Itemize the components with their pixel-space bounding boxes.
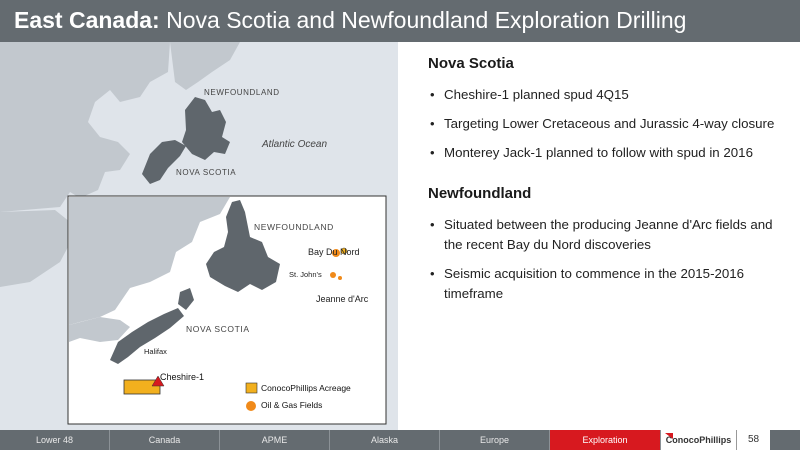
nav-europe[interactable]: Europe: [440, 430, 550, 450]
nova-scotia-bullets: [428, 85, 778, 163]
jeanne-darc-field: [330, 272, 336, 278]
label-bay-du-nord: Bay Du Nord: [308, 247, 360, 257]
logo-flag-icon: [665, 433, 673, 439]
nav-lower-48[interactable]: Lower 48: [0, 430, 110, 450]
legend-acreage-swatch: [246, 383, 257, 393]
logo-text: ConocoPhillips: [665, 435, 732, 445]
label-cheshire-1: Cheshire-1: [160, 372, 205, 382]
label-halifax: Halifax: [144, 347, 167, 356]
bullet-text: Monterey Jack-1 planned to follow with spud in 2016: [444, 145, 753, 160]
labrador-land: [170, 42, 240, 90]
bullet-dot: •: [430, 145, 435, 160]
label-atlantic-ocean: Atlantic Ocean: [262, 139, 328, 150]
list-item: [428, 264, 778, 304]
label-newfoundland-outer: NEWFOUNDLAND: [204, 88, 280, 97]
list-item: [428, 143, 778, 163]
legend-fields-swatch: [246, 401, 256, 411]
bullet-text: Cheshire-1 planned spud 4Q15: [444, 87, 629, 102]
page-number: 58: [736, 430, 770, 450]
content-panel: [428, 55, 778, 313]
bullet-dot: •: [430, 116, 435, 131]
label-nova-scotia-outer: NOVA SCOTIA: [176, 168, 237, 177]
bullet-dot: •: [430, 217, 435, 232]
bullet-dot: •: [430, 266, 435, 281]
us-land: [0, 210, 70, 287]
company-logo: [661, 430, 736, 450]
bullet-dot: •: [430, 87, 435, 102]
title-rest: Nova Scotia and Newfoundland Exploration Drilling: [159, 7, 687, 33]
bullet-text: Situated between the producing Jeanne d'Arc fields and the recent Bay du Nord discoveries: [444, 217, 773, 252]
nav-apme[interactable]: APME: [220, 430, 330, 450]
jeanne-darc-field-2: [338, 276, 342, 280]
list-item: [428, 114, 778, 134]
title-bar: [0, 0, 800, 42]
mainland-land: [0, 42, 170, 212]
nova-scotia-outer-land: [142, 140, 186, 184]
list-item: [428, 85, 778, 105]
newfoundland-outer-land: [182, 97, 230, 160]
bullet-text: Targeting Lower Cretaceous and Jurassic 4-way closure: [444, 116, 775, 131]
label-nova-scotia-inner: NOVA SCOTIA: [186, 324, 250, 334]
nav-exploration[interactable]: Exploration: [550, 430, 661, 450]
footer-nav: [0, 430, 800, 450]
title-bold: East Canada:: [14, 7, 160, 33]
label-newfoundland-inner: NEWFOUNDLAND: [254, 222, 334, 232]
legend-fields-label: Oil & Gas Fields: [261, 400, 323, 410]
legend-acreage-label: ConocoPhillips Acreage: [261, 383, 351, 393]
list-item: [428, 215, 778, 255]
bullet-text: Seismic acquisition to commence in the 2015-2016 timeframe: [444, 266, 745, 301]
newfoundland-heading: Newfoundland: [428, 185, 532, 202]
page-title: [14, 7, 686, 34]
nav-canada[interactable]: Canada: [110, 430, 220, 450]
newfoundland-bullets: [428, 215, 778, 304]
map-area: [0, 42, 398, 430]
nova-scotia-heading: Nova Scotia: [428, 55, 514, 72]
label-st-johns: St. John's: [289, 270, 322, 279]
label-jeanne-darc: Jeanne d'Arc: [316, 294, 369, 304]
nav-alaska[interactable]: Alaska: [330, 430, 440, 450]
